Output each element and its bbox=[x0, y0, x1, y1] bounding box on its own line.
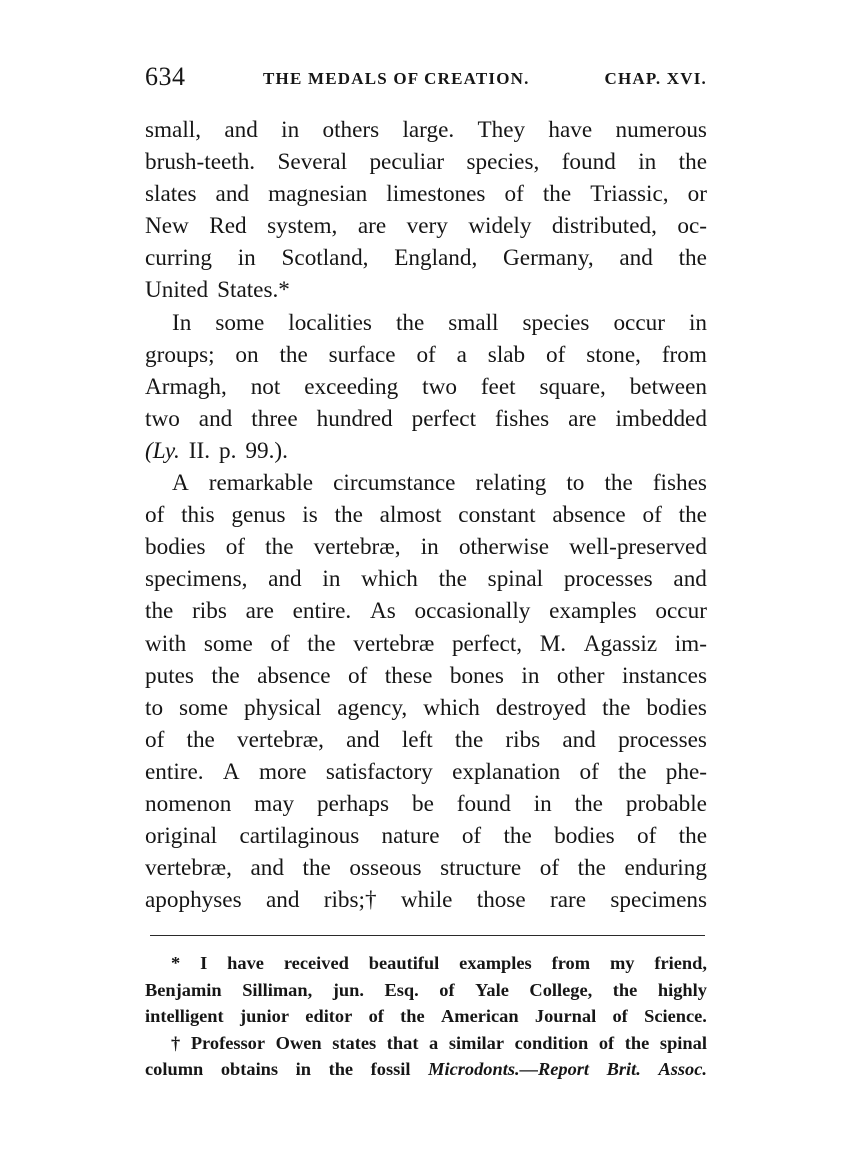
page-number: 634 bbox=[145, 62, 186, 91]
word: physical bbox=[244, 694, 322, 721]
word: of bbox=[145, 502, 165, 529]
word: in bbox=[420, 534, 439, 561]
word: the bbox=[454, 726, 484, 753]
word: beautiful bbox=[368, 953, 440, 973]
word: others bbox=[322, 117, 380, 143]
word: system, bbox=[267, 213, 338, 240]
text-line bbox=[145, 788, 707, 820]
word: in bbox=[295, 1059, 311, 1079]
word: the bbox=[186, 726, 215, 753]
word: slab bbox=[487, 341, 526, 368]
word: agency, bbox=[337, 694, 408, 721]
word: Triassic, bbox=[590, 181, 669, 208]
word: two bbox=[145, 405, 180, 432]
paragraph-start bbox=[145, 307, 707, 339]
word: intelligent bbox=[145, 1006, 224, 1026]
word: of bbox=[225, 534, 246, 561]
word: occasionally bbox=[414, 598, 531, 625]
word: im- bbox=[674, 630, 707, 657]
word: is bbox=[302, 502, 318, 529]
word: Brit. bbox=[606, 1059, 641, 1079]
word: of bbox=[368, 1006, 384, 1026]
word: perfect bbox=[411, 405, 477, 432]
word: the bbox=[328, 1059, 354, 1079]
word: of bbox=[546, 341, 566, 368]
word: of bbox=[439, 979, 455, 1000]
text-line bbox=[145, 660, 707, 692]
word: jun. bbox=[332, 979, 364, 1000]
word: cartilaginous bbox=[239, 823, 360, 850]
word: and bbox=[268, 566, 302, 593]
text-line bbox=[145, 692, 707, 724]
word: Esq. bbox=[384, 979, 419, 1000]
word: of bbox=[270, 630, 290, 657]
word: localities bbox=[288, 309, 372, 336]
word: have bbox=[227, 953, 264, 973]
word: ribs bbox=[192, 598, 227, 625]
word: Scotland, bbox=[281, 245, 369, 272]
word: constant bbox=[458, 502, 536, 529]
word: two bbox=[422, 373, 457, 400]
word: the bbox=[279, 341, 308, 368]
word: of bbox=[642, 502, 662, 529]
word: and bbox=[250, 855, 284, 882]
word: genus bbox=[231, 502, 286, 529]
word: limestones bbox=[386, 181, 486, 208]
word: the bbox=[577, 855, 606, 882]
word: II. bbox=[188, 437, 210, 464]
footnote-line bbox=[145, 1056, 707, 1083]
word: in bbox=[237, 245, 256, 272]
word: widely bbox=[468, 213, 532, 240]
word: square, bbox=[539, 373, 606, 400]
word: received bbox=[283, 953, 349, 973]
word: spinal bbox=[487, 566, 544, 593]
word: As bbox=[369, 598, 396, 625]
word: to bbox=[145, 694, 164, 721]
word: putes bbox=[145, 662, 194, 689]
word: American bbox=[440, 1006, 519, 1026]
word: New bbox=[145, 213, 189, 240]
word: of bbox=[347, 662, 368, 689]
word: bodies bbox=[145, 534, 206, 561]
text-line bbox=[145, 628, 707, 660]
word: and bbox=[619, 245, 653, 272]
text-line bbox=[145, 435, 707, 467]
word: in bbox=[638, 149, 657, 176]
word: spinal bbox=[659, 1032, 707, 1053]
word: which bbox=[361, 566, 418, 593]
word: Germany, bbox=[503, 245, 594, 272]
word: entire. bbox=[145, 758, 204, 785]
word: numerous bbox=[615, 117, 707, 143]
word: Red bbox=[209, 213, 247, 240]
word: States.* bbox=[217, 277, 290, 304]
word: are bbox=[357, 213, 387, 240]
word: a bbox=[456, 341, 467, 368]
word: perhaps bbox=[316, 790, 390, 817]
word: rare bbox=[550, 887, 587, 914]
word: three bbox=[251, 405, 298, 432]
word: Journal bbox=[534, 1006, 597, 1026]
word: and bbox=[265, 887, 300, 914]
word: in bbox=[688, 309, 707, 336]
word: * bbox=[171, 953, 181, 973]
word: found bbox=[456, 790, 511, 817]
word: Professor bbox=[190, 1032, 266, 1053]
word: ribs;† bbox=[323, 887, 377, 914]
footnote-line bbox=[145, 950, 707, 977]
word: vertebræ, bbox=[145, 855, 232, 882]
paragraph-start bbox=[145, 467, 707, 499]
word: the bbox=[574, 790, 603, 817]
word: remarkable bbox=[208, 470, 314, 497]
word: some bbox=[179, 694, 228, 721]
text-line bbox=[145, 852, 707, 884]
word: these bbox=[384, 662, 433, 689]
word: of bbox=[598, 1032, 615, 1053]
word: my bbox=[609, 953, 635, 973]
word: and bbox=[346, 726, 380, 753]
word: Benjamin bbox=[145, 979, 222, 1000]
word: hundred bbox=[316, 405, 393, 432]
word: the bbox=[678, 149, 707, 176]
word: the bbox=[211, 662, 240, 689]
word: absence bbox=[552, 502, 626, 529]
word: original bbox=[145, 823, 218, 850]
word: the bbox=[400, 1006, 425, 1026]
word: 99.). bbox=[245, 437, 288, 464]
word: nature bbox=[381, 823, 440, 850]
word: obtains bbox=[220, 1059, 279, 1079]
word: groups; bbox=[145, 341, 215, 368]
word: the bbox=[503, 823, 532, 850]
word: occur bbox=[655, 598, 707, 625]
word: of bbox=[579, 758, 599, 785]
text-line bbox=[145, 724, 707, 756]
word: the bbox=[334, 502, 363, 529]
text-line bbox=[145, 242, 707, 274]
word: circumstance bbox=[333, 470, 456, 497]
word: of bbox=[416, 341, 436, 368]
word: species, bbox=[466, 149, 540, 176]
word: in bbox=[281, 117, 300, 143]
word: in bbox=[521, 662, 540, 689]
word: the bbox=[678, 823, 707, 850]
word: Silliman, bbox=[242, 979, 313, 1000]
word: the bbox=[624, 1032, 650, 1053]
text-line bbox=[145, 820, 707, 852]
word: nomenon bbox=[145, 790, 232, 817]
word: from bbox=[551, 953, 591, 973]
word: slates bbox=[145, 181, 197, 208]
word: vertebræ bbox=[353, 630, 435, 657]
footnote-line bbox=[145, 1003, 707, 1030]
word: examples bbox=[459, 953, 532, 973]
word: and bbox=[215, 181, 250, 208]
word: column bbox=[145, 1059, 204, 1079]
chapter-label: CHAP. XVI. bbox=[604, 69, 707, 88]
word: fishes bbox=[652, 470, 707, 497]
word: vertebræ, bbox=[237, 726, 324, 753]
word: found bbox=[561, 149, 616, 176]
word: on bbox=[235, 341, 259, 368]
word: are bbox=[568, 405, 597, 432]
word: fishes bbox=[495, 405, 550, 432]
word: to bbox=[566, 470, 585, 497]
footnote-divider bbox=[150, 935, 705, 936]
word: small bbox=[448, 309, 499, 336]
word: while bbox=[400, 887, 453, 914]
word: otherwise bbox=[458, 534, 550, 561]
word: processes bbox=[618, 726, 707, 753]
text-line bbox=[145, 274, 707, 306]
word: feet bbox=[480, 373, 516, 400]
footnote-line bbox=[145, 1030, 707, 1057]
word: and bbox=[673, 566, 707, 593]
word: the bbox=[678, 502, 707, 529]
word: peculiar bbox=[369, 149, 445, 176]
word: England, bbox=[394, 245, 478, 272]
word: of bbox=[637, 823, 657, 850]
word: condition bbox=[514, 1032, 589, 1053]
word: perfect, bbox=[451, 630, 523, 657]
word: distributed, bbox=[551, 213, 657, 240]
word: of bbox=[461, 823, 482, 850]
word: the bbox=[604, 470, 633, 497]
word: the bbox=[678, 245, 707, 272]
word: those bbox=[476, 887, 526, 914]
text-line bbox=[145, 595, 707, 627]
word: examples bbox=[549, 598, 637, 625]
word: the bbox=[542, 181, 572, 208]
word: absence bbox=[257, 662, 331, 689]
word: p. bbox=[219, 437, 237, 464]
word: some bbox=[203, 630, 253, 657]
word: Assoc. bbox=[658, 1059, 707, 1079]
word: bodies bbox=[646, 694, 707, 721]
word: very bbox=[406, 213, 448, 240]
text-line bbox=[145, 114, 707, 146]
text-line bbox=[145, 178, 707, 210]
word: the bbox=[145, 598, 174, 625]
text-line bbox=[145, 403, 707, 435]
word: in bbox=[533, 790, 552, 817]
text-line bbox=[145, 146, 707, 178]
word: relating bbox=[475, 470, 547, 497]
word: well-preserved bbox=[569, 534, 707, 561]
word: of bbox=[539, 855, 560, 882]
word: junior bbox=[239, 1006, 290, 1026]
word: explanation bbox=[452, 758, 561, 785]
word: that bbox=[386, 1032, 419, 1053]
word: oc- bbox=[677, 213, 707, 240]
page-header bbox=[145, 62, 707, 92]
text-line bbox=[145, 339, 707, 371]
word: † bbox=[171, 1032, 181, 1053]
word: species bbox=[522, 309, 590, 336]
text-line bbox=[145, 884, 707, 916]
word: with bbox=[145, 630, 187, 657]
word: fossil bbox=[370, 1059, 411, 1079]
word: Yale bbox=[475, 979, 509, 1000]
word: bones bbox=[449, 662, 504, 689]
word: They bbox=[477, 117, 526, 143]
word: ribs bbox=[505, 726, 541, 753]
word: bodies bbox=[554, 823, 615, 850]
word: other bbox=[556, 662, 605, 689]
word: Science. bbox=[644, 1006, 707, 1026]
word: and bbox=[198, 405, 233, 432]
word: Armagh, bbox=[145, 373, 227, 400]
word: small, bbox=[145, 117, 202, 143]
word: brush-teeth. bbox=[145, 149, 256, 176]
word: highly bbox=[657, 979, 707, 1000]
word: and bbox=[562, 726, 596, 753]
word: phe- bbox=[665, 758, 707, 785]
text-line bbox=[145, 210, 707, 242]
word: may bbox=[254, 790, 295, 817]
word: imbedded bbox=[615, 405, 707, 432]
word: more bbox=[258, 758, 307, 785]
word: A bbox=[172, 470, 189, 497]
word: friend, bbox=[654, 953, 707, 973]
word: between bbox=[629, 373, 707, 400]
word: surface bbox=[328, 341, 396, 368]
word: specimens, bbox=[145, 566, 248, 593]
word: states bbox=[332, 1032, 377, 1053]
word: of bbox=[504, 181, 524, 208]
word: A bbox=[222, 758, 240, 785]
word: structure bbox=[440, 855, 522, 882]
word: enduring bbox=[624, 855, 707, 882]
word: entire. bbox=[292, 598, 352, 625]
word: specimens bbox=[610, 887, 707, 914]
word: curring bbox=[145, 245, 212, 272]
word: the bbox=[612, 979, 638, 1000]
word: osseous bbox=[349, 855, 422, 882]
word: be bbox=[411, 790, 434, 817]
word: College, bbox=[529, 979, 593, 1000]
word: Agassiz bbox=[583, 630, 658, 657]
word: the bbox=[438, 566, 467, 593]
body-text bbox=[145, 114, 707, 916]
word: are bbox=[245, 598, 274, 625]
word: the bbox=[618, 758, 647, 785]
text-line bbox=[145, 499, 707, 531]
citation-reference: Microdonts.—Report bbox=[428, 1059, 590, 1079]
word: occur bbox=[613, 309, 665, 336]
word: probable bbox=[625, 790, 707, 817]
word: which bbox=[423, 694, 480, 721]
word: similar bbox=[448, 1032, 505, 1053]
word: almost bbox=[379, 502, 442, 529]
word: editor bbox=[305, 1006, 353, 1026]
word: the bbox=[307, 630, 336, 657]
word: Several bbox=[277, 149, 348, 176]
text-line bbox=[145, 371, 707, 403]
word: the bbox=[265, 534, 294, 561]
word: satisfactory bbox=[325, 758, 433, 785]
footnotes bbox=[145, 950, 707, 1083]
word: magnesian bbox=[268, 181, 368, 208]
text-line bbox=[145, 563, 707, 595]
word: stone, bbox=[586, 341, 641, 368]
word: Owen bbox=[275, 1032, 322, 1053]
word: of bbox=[145, 726, 165, 753]
word: in bbox=[322, 566, 341, 593]
word: vertebræ, bbox=[313, 534, 401, 561]
word: apophyses bbox=[145, 887, 242, 914]
word: the bbox=[302, 855, 331, 882]
word: exceeding bbox=[304, 373, 399, 400]
word: this bbox=[181, 502, 215, 529]
word: left bbox=[401, 726, 433, 753]
word: In bbox=[172, 309, 192, 336]
word: a bbox=[429, 1032, 439, 1053]
word: processes bbox=[563, 566, 653, 593]
text-line bbox=[145, 756, 707, 788]
word: I bbox=[200, 953, 208, 973]
citation-reference: (Ly. bbox=[145, 437, 180, 464]
running-title: THE MEDALS OF CREATION. bbox=[263, 69, 530, 88]
text-line bbox=[145, 531, 707, 563]
word: instances bbox=[621, 662, 707, 689]
footnote-line bbox=[145, 977, 707, 1004]
word: M. bbox=[539, 630, 567, 657]
word: United bbox=[145, 277, 209, 304]
word: the bbox=[602, 694, 631, 721]
word: large. bbox=[402, 117, 455, 143]
word: or bbox=[687, 181, 707, 208]
word: have bbox=[548, 117, 593, 143]
word: from bbox=[661, 341, 707, 368]
word: the bbox=[395, 309, 425, 336]
word: of bbox=[612, 1006, 628, 1026]
word: some bbox=[215, 309, 265, 336]
word: and bbox=[224, 117, 258, 143]
word: not bbox=[250, 373, 281, 400]
word: destroyed bbox=[495, 694, 587, 721]
